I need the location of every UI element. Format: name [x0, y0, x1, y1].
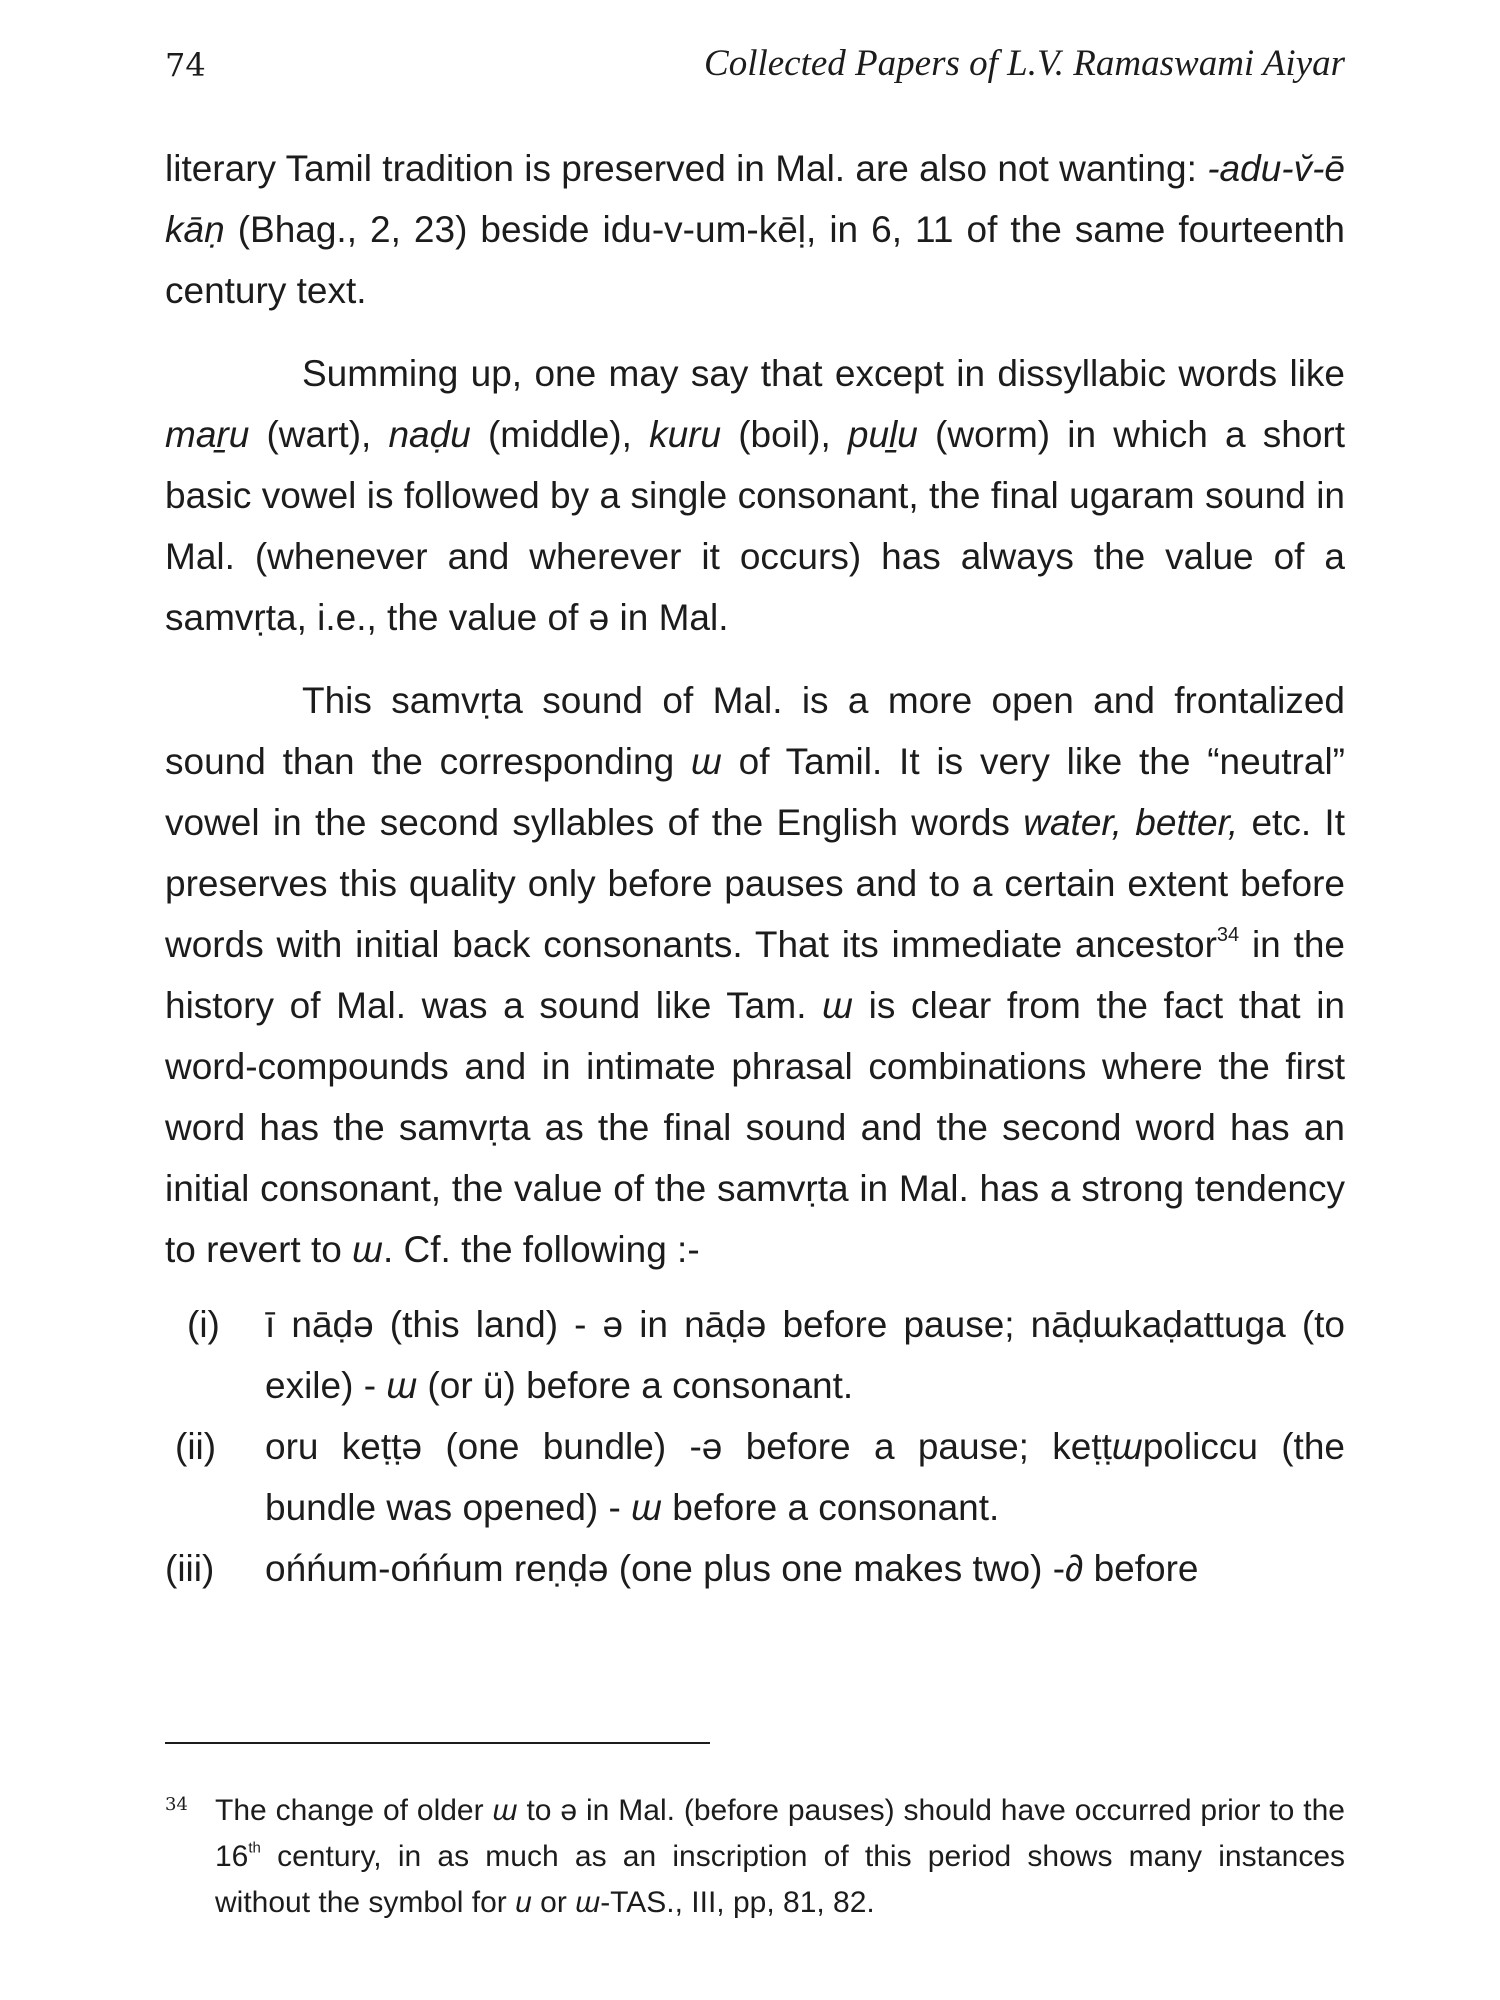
- superscript: th: [248, 1839, 261, 1857]
- italic-term: naḍu: [388, 414, 471, 455]
- italic-term: -adu-v̆-ē kāṇ: [165, 148, 1345, 250]
- italic-term: ɯ: [352, 1229, 383, 1270]
- text-run: This samvṛta sound of Mal. is a more open and frontalized sound than the corresponding: [165, 680, 1345, 782]
- text-run: Summing up, one may say that except in dissyllabic words like: [302, 353, 1345, 394]
- footnote: [165, 1788, 1345, 1926]
- text-run: or: [531, 1886, 576, 1919]
- text-run: literary Tamil tradition is preserved in Mal. are also not wanting:: [165, 148, 1208, 189]
- page-header: [165, 42, 1345, 102]
- text-run: before a consonant.: [661, 1487, 1000, 1528]
- text-run: ī nāḍə (this land) - ə in nāḍə before pause; nāḍɯkaḍattuga (to exile) -: [265, 1304, 1345, 1406]
- text-run: is clear from the fact that in word-compounds and in intimate phrasal combinations where the first word has the samvṛta as the final sound and the second word has an initial consonant, the value of the samvṛta in Mal. has a strong tendency to revert to: [165, 985, 1346, 1270]
- example-list: [165, 1294, 1345, 1599]
- paragraph-3: [165, 670, 1345, 1280]
- text-run: etc. It preserves this quality only before pauses and to a certain extent before words with initial back consonants. That its immediate ancestor: [165, 802, 1345, 965]
- italic-term: ɯ: [386, 1365, 418, 1406]
- italic-term: ɯ: [1111, 1426, 1143, 1467]
- text-run: of Tamil. It is very like the “neutral” vowel in the second syllables of the English words: [165, 741, 1345, 843]
- text-run: oru keṭṭə (one bundle) -ə before a pause; keṭṭ: [265, 1426, 1112, 1467]
- text-run: The change of older: [215, 1794, 493, 1827]
- example-item-3: [165, 1538, 1345, 1599]
- text-run: (wart),: [249, 414, 389, 455]
- text-run: (middle),: [470, 414, 650, 455]
- text-run: (Bhag., 2, 23) beside idu-v-um-kēḷ, in 6, 11 of the same fourteenth century text.: [165, 209, 1345, 311]
- italic-term: water, better,: [1023, 802, 1239, 843]
- italic-term: maṟu: [165, 414, 250, 455]
- italic-term: ɯ: [631, 1487, 662, 1528]
- text-run: to ə in Mal. (before pauses) should have occurred prior to the 16: [215, 1794, 1345, 1873]
- footnote-divider: [165, 1742, 710, 1744]
- page-number: 74: [165, 46, 206, 84]
- italic-term: ɯ: [575, 1886, 601, 1919]
- italic-term: u: [515, 1886, 532, 1919]
- italic-term: puḻu: [847, 414, 918, 455]
- italic-term: ɯ: [690, 741, 722, 782]
- paragraph-1: [165, 138, 1345, 321]
- example-item-1: [165, 1294, 1345, 1416]
- body-text: [165, 138, 1345, 1599]
- running-title: Collected Papers of L.V. Ramaswami Aiyar: [704, 43, 1345, 84]
- italic-term: ɯ: [822, 985, 853, 1026]
- footnote-text: [215, 1788, 1345, 1926]
- text-run: (worm) in which a short basic vowel is followed by a single consonant, the final ugaram sound in Mal. (whenever and wherever it occurs) has always the value of a samvṛta, i.e., the value of ə in Mal.: [165, 414, 1346, 638]
- text-run: . Cf. the following :-: [382, 1229, 700, 1270]
- list-marker: (i): [187, 1304, 220, 1345]
- text-run: in the history of Mal. was a sound like Tam.: [165, 924, 1346, 1026]
- italic-term: kuru: [649, 414, 722, 455]
- example-item-2: [165, 1416, 1345, 1538]
- footnote-reference[interactable]: 34: [1216, 924, 1240, 946]
- list-marker: (iii): [165, 1548, 215, 1589]
- text-run: century, in as much as an inscription of this period shows many instances without the symbol for: [215, 1840, 1345, 1919]
- italic-term: ɯ: [492, 1794, 518, 1827]
- text-run: (boil),: [721, 414, 848, 455]
- text-run: (or ü) before a consonant.: [417, 1365, 854, 1406]
- text-run: policcu (the bundle was opened) -: [265, 1426, 1345, 1528]
- text-run: -TAS., III, pp, 81, 82.: [600, 1886, 875, 1919]
- text-run: ońńum-ońńum reṇḍə (one plus one makes two) -∂ before: [265, 1548, 1199, 1589]
- footnote-marker: 34: [165, 1794, 188, 1815]
- paragraph-2: [165, 343, 1345, 648]
- list-marker: (ii): [175, 1426, 217, 1467]
